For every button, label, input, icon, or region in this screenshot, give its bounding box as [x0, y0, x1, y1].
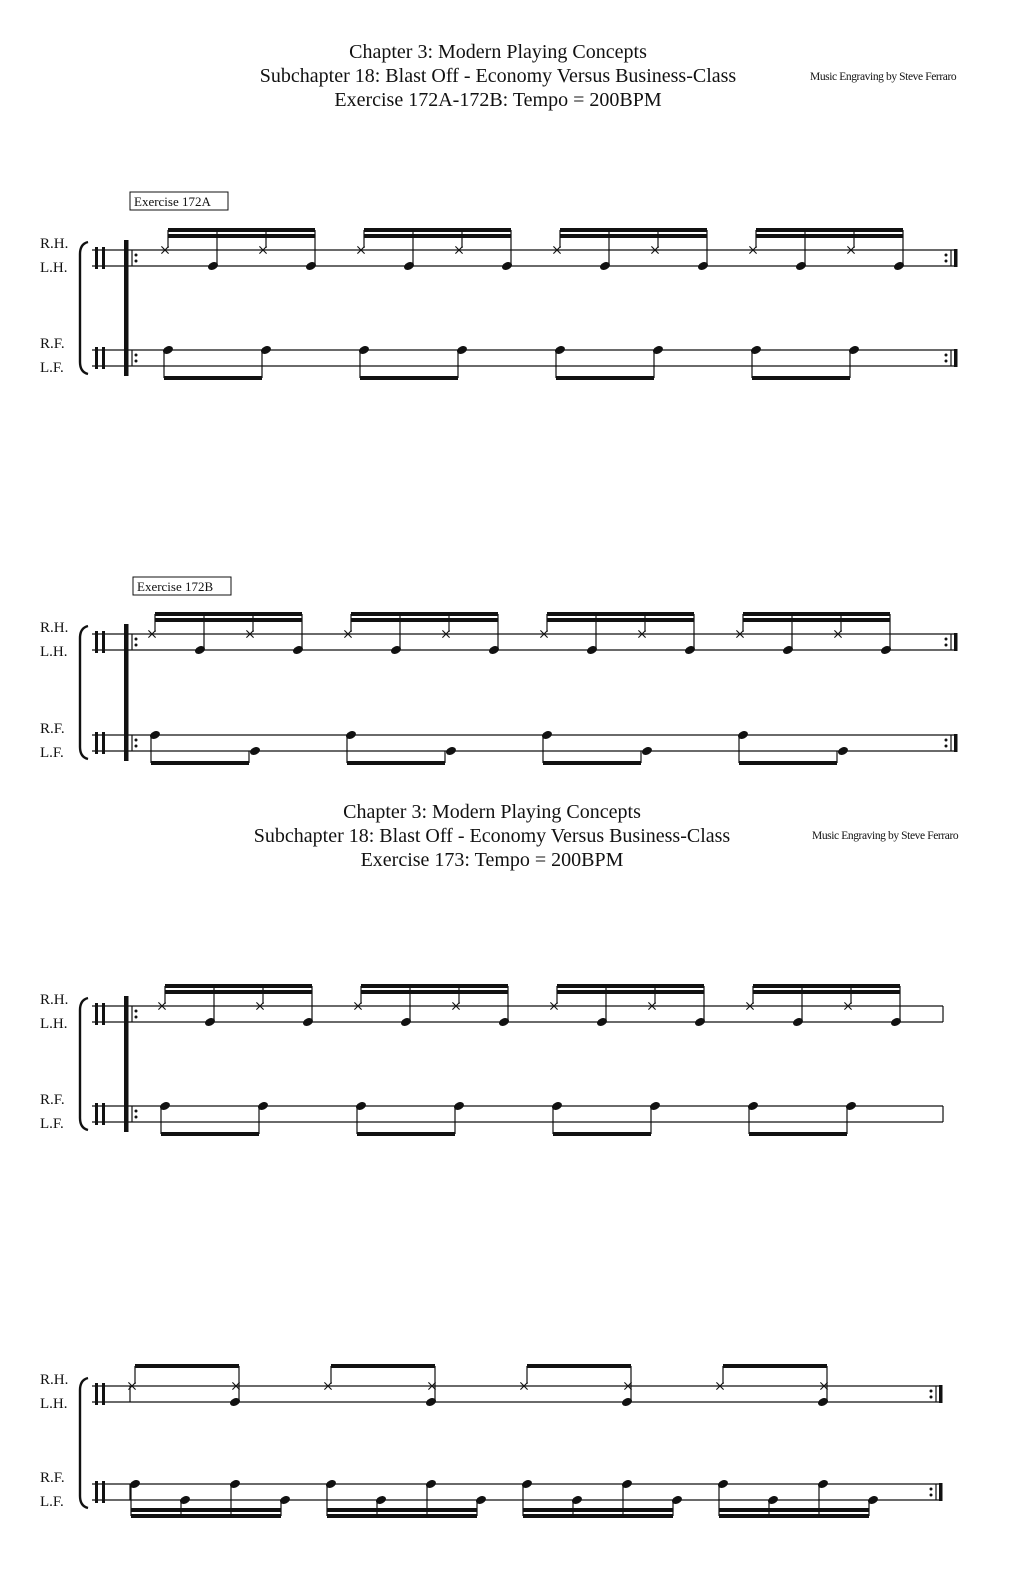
- beam-primary: [719, 1514, 869, 1518]
- beam-primary: [135, 1364, 239, 1368]
- repeat-start-thick-bar: [124, 240, 129, 376]
- beat-4: [736, 612, 892, 765]
- percussion-clef: [95, 1003, 98, 1025]
- repeat-dot: [135, 745, 138, 748]
- percussion-clef: [95, 631, 98, 653]
- beam-secondary: [364, 234, 511, 238]
- beam-primary: [327, 1514, 477, 1518]
- lf-note: [445, 746, 457, 757]
- percussion-clef: [95, 1481, 98, 1503]
- percussion-clef: [102, 732, 105, 754]
- repeat-dot: [930, 1488, 933, 1491]
- lf-note: [641, 746, 653, 757]
- repeat-dot: [945, 260, 948, 263]
- repeat-dot: [945, 745, 948, 748]
- beat-3: [540, 612, 696, 765]
- beam-primary: [560, 228, 707, 232]
- repeat-dot: [135, 1016, 138, 1019]
- percussion-clef: [102, 1003, 105, 1025]
- beat-1: [128, 1364, 291, 1518]
- beat-4: [746, 984, 902, 1136]
- repeat-dot: [135, 254, 138, 257]
- beam-secondary: [131, 1508, 281, 1512]
- repeat-dot: [135, 739, 138, 742]
- staff-system-1: [40, 192, 958, 380]
- beam-primary: [557, 984, 704, 988]
- percussion-clef: [95, 247, 98, 269]
- beat-3: [553, 228, 709, 380]
- repeat-end-thick-bar: [954, 249, 958, 267]
- staff-label-rf: R.F.: [40, 336, 65, 352]
- exercise-tempo-line: Exercise 172A-172B: Tempo = 200BPM: [334, 89, 662, 111]
- percussion-clef: [102, 631, 105, 653]
- repeat-dot: [135, 1116, 138, 1119]
- beam-secondary: [361, 990, 508, 994]
- beam-secondary: [719, 1508, 869, 1512]
- repeat-dot: [930, 1494, 933, 1497]
- repeat-end-thick-bar: [954, 349, 958, 367]
- lf-note: [837, 746, 849, 757]
- repeat-dot: [945, 254, 948, 257]
- staff-label-rf: R.F.: [40, 721, 65, 737]
- beam-primary: [347, 761, 445, 765]
- percussion-clef: [102, 347, 105, 369]
- beam-primary: [756, 228, 903, 232]
- percussion-clef: [95, 732, 98, 754]
- staff-label-rh: R.H.: [40, 992, 69, 1008]
- staff-label-rf: R.F.: [40, 1092, 65, 1108]
- beam-primary: [164, 376, 262, 380]
- beam-primary: [739, 761, 837, 765]
- beat-1: [158, 984, 314, 1136]
- repeat-dot: [135, 1010, 138, 1013]
- beam-primary: [753, 984, 900, 988]
- chapter-title: Chapter 3: Modern Playing Concepts: [349, 41, 647, 63]
- lf-note: [249, 746, 261, 757]
- repeat-start-thick-bar: [124, 624, 129, 761]
- engraving-credit: Music Engraving by Steve Ferraro: [812, 830, 959, 842]
- repeat-dot: [135, 354, 138, 357]
- repeat-dot: [135, 360, 138, 363]
- beam-primary: [165, 984, 312, 988]
- beam-secondary: [168, 234, 315, 238]
- beam-primary: [131, 1514, 281, 1518]
- staff-label-lf: L.F.: [40, 745, 64, 761]
- beam-secondary: [756, 234, 903, 238]
- subchapter-title: Subchapter 18: Blast Off - Economy Versus Business-Class: [259, 65, 737, 87]
- beat-2: [357, 228, 513, 380]
- exercise-label: Exercise 172B: [137, 579, 214, 594]
- beam-secondary: [351, 618, 498, 622]
- subchapter-title: Subchapter 18: Blast Off - Economy Versus Business-Class: [253, 825, 731, 847]
- percussion-clef: [95, 347, 98, 369]
- beat-1: [148, 612, 304, 765]
- repeat-dot: [945, 354, 948, 357]
- repeat-start-thick-bar: [124, 996, 129, 1132]
- staff-label-lf: L.F.: [40, 360, 64, 376]
- beat-2: [354, 984, 510, 1136]
- staff-label-lh: L.H.: [40, 260, 68, 276]
- repeat-dot: [945, 739, 948, 742]
- beam-primary: [743, 612, 890, 616]
- beam-primary: [723, 1364, 827, 1368]
- beam-secondary: [753, 990, 900, 994]
- system-bracket: [80, 626, 88, 759]
- repeat-dot: [135, 638, 138, 641]
- beam-secondary: [155, 618, 302, 622]
- beam-primary: [151, 761, 249, 765]
- beam-primary: [553, 1132, 651, 1136]
- beat-2: [344, 612, 500, 765]
- repeat-end-thick-bar: [939, 1483, 943, 1501]
- system-bracket: [80, 998, 88, 1130]
- beat-3: [550, 984, 706, 1136]
- beat-4: [749, 228, 905, 380]
- repeat-dot: [930, 1396, 933, 1399]
- staff-label-rh: R.H.: [40, 1372, 69, 1388]
- system-bracket: [80, 1378, 88, 1508]
- beam-primary: [547, 612, 694, 616]
- beam-primary: [523, 1514, 673, 1518]
- staff-system-3: [40, 984, 943, 1136]
- beam-primary: [527, 1364, 631, 1368]
- beam-primary: [351, 612, 498, 616]
- staff-label-rh: R.H.: [40, 620, 69, 636]
- repeat-dot: [135, 644, 138, 647]
- percussion-clef: [95, 1103, 98, 1125]
- repeat-end-thick-bar: [954, 734, 958, 752]
- beat-1: [161, 228, 317, 380]
- beam-primary: [361, 984, 508, 988]
- beam-secondary: [560, 234, 707, 238]
- staff-label-lh: L.H.: [40, 1396, 68, 1412]
- exercise-label: Exercise 172A: [134, 194, 211, 209]
- percussion-clef: [102, 1383, 105, 1405]
- beam-secondary: [743, 618, 890, 622]
- beam-secondary: [523, 1508, 673, 1512]
- exercise-tempo-line: Exercise 173: Tempo = 200BPM: [360, 849, 624, 871]
- beat-4: [716, 1364, 879, 1518]
- percussion-clef: [102, 1481, 105, 1503]
- repeat-dot: [135, 1110, 138, 1113]
- staff-label-lh: L.H.: [40, 1016, 68, 1032]
- beam-primary: [364, 228, 511, 232]
- beam-primary: [155, 612, 302, 616]
- beam-primary: [357, 1132, 455, 1136]
- percussion-clef: [95, 1383, 98, 1405]
- staff-system-2: [40, 577, 958, 765]
- engraving-credit: Music Engraving by Steve Ferraro: [810, 71, 957, 83]
- percussion-clef: [102, 247, 105, 269]
- beam-primary: [543, 761, 641, 765]
- repeat-dot: [930, 1390, 933, 1393]
- beam-primary: [331, 1364, 435, 1368]
- beat-2: [324, 1364, 487, 1518]
- staff-label-rf: R.F.: [40, 1470, 65, 1486]
- beam-primary: [752, 376, 850, 380]
- beam-secondary: [557, 990, 704, 994]
- repeat-dot: [945, 638, 948, 641]
- beat-3: [520, 1364, 683, 1518]
- chapter-title: Chapter 3: Modern Playing Concepts: [343, 801, 641, 823]
- beam-secondary: [165, 990, 312, 994]
- repeat-dot: [945, 360, 948, 363]
- beam-primary: [749, 1132, 847, 1136]
- staff-label-lf: L.F.: [40, 1116, 64, 1132]
- staff-label-lf: L.F.: [40, 1494, 64, 1510]
- repeat-end-thick-bar: [939, 1385, 943, 1403]
- beam-secondary: [547, 618, 694, 622]
- beam-primary: [161, 1132, 259, 1136]
- beam-primary: [168, 228, 315, 232]
- system-bracket: [80, 242, 88, 374]
- repeat-dot: [135, 260, 138, 263]
- beam-primary: [556, 376, 654, 380]
- beam-secondary: [327, 1508, 477, 1512]
- repeat-end-thick-bar: [954, 633, 958, 651]
- percussion-clef: [102, 1103, 105, 1125]
- beam-primary: [360, 376, 458, 380]
- staff-label-rh: R.H.: [40, 236, 69, 252]
- staff-system-4: [40, 1364, 943, 1518]
- staff-label-lh: L.H.: [40, 644, 68, 660]
- repeat-dot: [945, 644, 948, 647]
